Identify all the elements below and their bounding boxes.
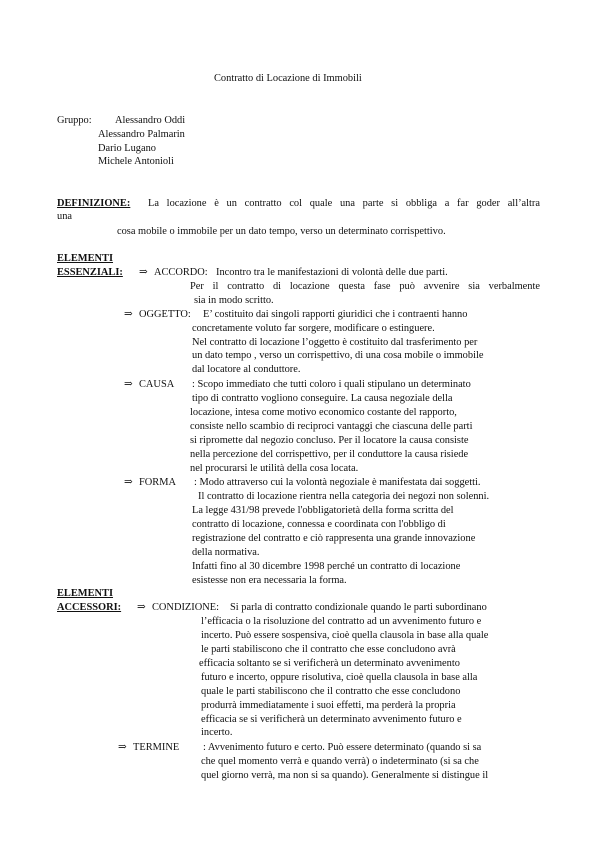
condizione-text: produrrà immediatamente i suoi effetti, ma perderà la propria [201,700,456,711]
arrow-icon: ⇒ [124,379,133,390]
group-member: Alessandro Oddi [115,115,186,126]
forma-text: Infatti fino al 30 dicembre 1998 perché un contratto di locazione [192,561,461,572]
condizione-text: efficacia soltanto se si verificherà un determinato avvenimento [199,658,460,669]
arrow-icon: ⇒ [124,309,133,320]
accessory-heading: ACCESSORI: [57,602,122,613]
definition-text: cosa mobile o immobile per un dato tempo, verso un determinato corrispettivo. [117,226,446,237]
condizione-text: le parti stabiliscono che il contratto che esse concludono avrà [201,644,456,655]
definition-text: La locazione è un contratto col quale una parte si obbliga a far goder all’altra [148,198,540,209]
causa-text: tipo di contratto vogliono conseguire. La causa negoziale della [192,393,453,404]
forma-label: FORMA [139,477,176,488]
forma-text: della normativa. [192,547,260,558]
condizione-text: incerto. [201,727,233,738]
arrow-icon: ⇒ [124,477,133,488]
forma-text: esistesse non era necessaria la forma. [192,575,347,586]
condizione-text: quale le parti stabiliscono che il contratto che esse concludono [201,686,461,697]
causa-text: consiste nello scambio di reciproci vantaggi che ciascuna delle parti [190,421,473,432]
termine-text: : Avvenimento futuro e certo. Può essere determinato (quando si sa [203,742,482,753]
accordo-text: Incontro tra le manifestazioni di volontà delle due parti. [216,267,448,278]
causa-text: si ripromette dal negozio concluso. Per il locatore la causa consiste [190,435,469,446]
arrow-icon: ⇒ [118,742,127,753]
condizione-text: l’efficacia o la risoluzione del contratto ad un avvenimento futuro e [201,616,482,627]
essential-heading: ESSENZIALI: [57,267,123,278]
condizione-label: CONDIZIONE: [152,602,219,613]
definition-text: una [57,211,73,222]
group-label: Gruppo: [57,115,92,126]
condizione-text: Si parla di contratto condizionale quando le parti subordinano [230,602,487,613]
causa-text: locazione, intesa come motivo economico costante del rapporto, [190,407,457,418]
accordo-label: ACCORDO: [154,267,208,278]
causa-text: nel procurarsi le utilità della cosa locata. [190,463,359,474]
oggetto-text: concretamente voluto far sorgere, modificare o estinguere. [192,323,435,334]
forma-text: contratto di locazione, connessa e coordinata con l'obbligo di [192,519,446,530]
forma-text: Il contratto di locazione rientra nella categoria dei negozi non solenni. [198,491,490,502]
forma-text: registrazione del contratto e ciò rappresenta una grande innovazione [192,533,476,544]
accordo-text: sia in modo scritto. [194,295,274,306]
oggetto-label: OGGETTO: [139,309,191,320]
termine-text: che quel momento verrà e quando verrà) o indeterminato (si sa che [201,756,479,767]
accessory-heading: ELEMENTI [57,588,114,599]
accordo-text: Per il contratto di locazione questa fase può avvenire sia verbalmente [190,281,540,292]
oggetto-text: un dato tempo , verso un corrispettivo, di una cosa mobile o immobile [192,350,484,361]
termine-text: quel giorno verrà, ma non si sa quando). Generalmente si distingue il [201,770,489,781]
condizione-text: incerto. Può essere sospensiva, cioè quella clausola in base alla quale [201,630,489,641]
arrow-icon: ⇒ [137,602,146,613]
forma-text: : Modo attraverso cui la volontà negoziale è manifestata dai soggetti. [194,477,481,488]
oggetto-text: Nel contratto di locazione l’oggetto è costituito dal trasferimento per [192,337,478,348]
condizione-text: futuro e incerto, oppure risolutiva, cioè quella clausola in base alla [201,672,478,683]
group-member: Michele Antonioli [98,156,174,167]
forma-text: La legge 431/98 prevede l'obbligatorietà della forma scritta del [192,505,454,516]
termine-label: TERMINE [133,742,180,753]
causa-label: CAUSA [139,379,175,390]
group-member: Dario Lugano [98,143,156,154]
essential-heading: ELEMENTI [57,253,114,264]
oggetto-text: dal locatore al conduttore. [192,364,301,375]
group-member: Alessandro Palmarin [98,129,185,140]
arrow-icon: ⇒ [139,267,148,278]
oggetto-text: E’ costituito dai singoli rapporti giuridici che i contraenti hanno [203,309,468,320]
document-title: Contratto di Locazione di Immobili [214,73,362,84]
definition-heading: DEFINIZIONE: [57,198,131,209]
condizione-text: efficacia se si verificherà un determinato avvenimento futuro e [201,714,462,725]
causa-text: : Scopo immediato che tutti coloro i quali stipulano un determinato [192,379,471,390]
causa-text: nella percezione del corrispettivo, per il conduttore la causa risiede [190,449,469,460]
